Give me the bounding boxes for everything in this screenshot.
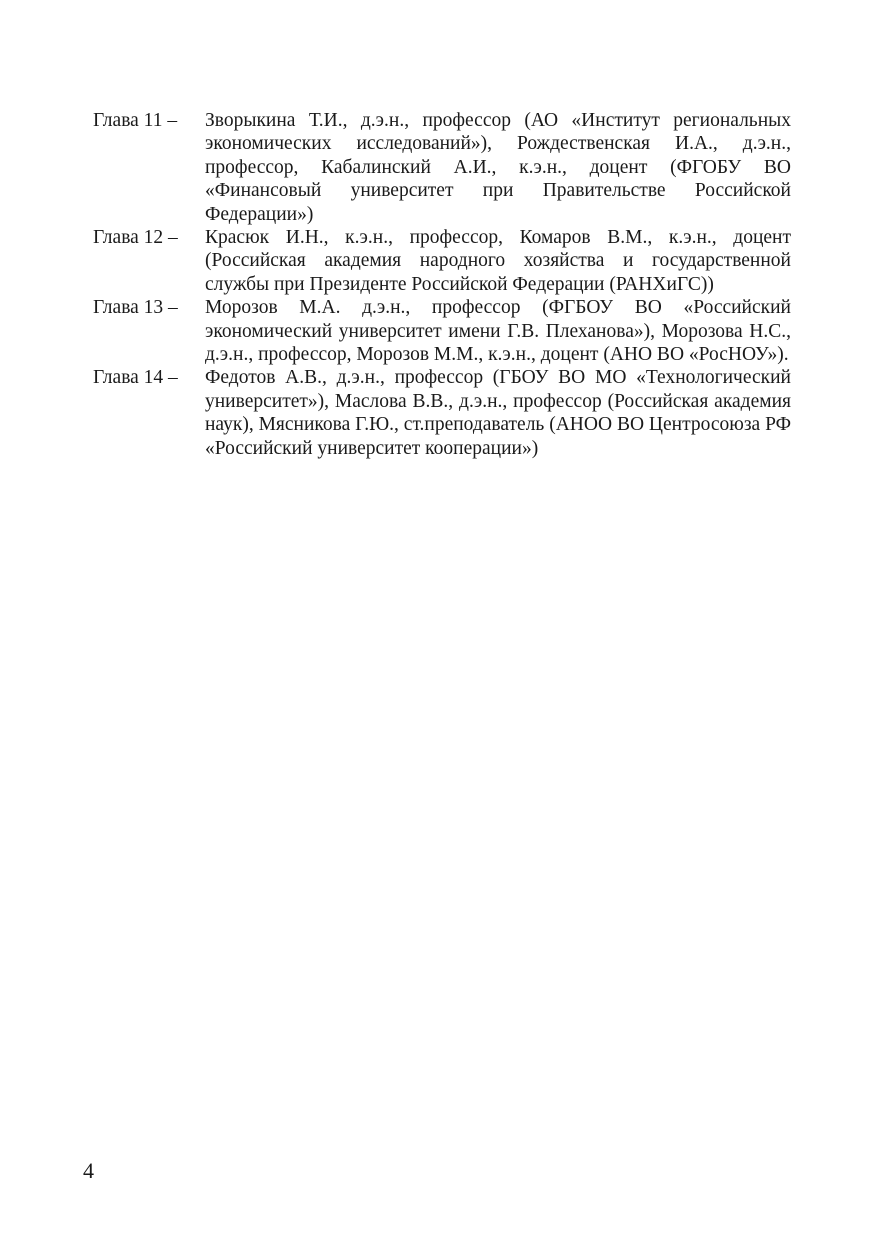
chapter-entry-12: [93, 226, 791, 296]
chapter-authors-text: Красюк И.Н., к.э.н., профессор, Комаров В.М., к.э.н., доцент (Российская академия народного хозяйства и государственной службы при Президенте Российской Федерации (РАНХиГС)): [205, 227, 791, 295]
page-number: 4: [83, 1158, 94, 1183]
chapter-label: Глава 14 –: [93, 367, 178, 389]
chapter-entry-13: [93, 296, 791, 366]
chapter-authors-text: Морозов М.А. д.э.н., профессор (ФГБОУ ВО «Российский экономический университет имени Г.В. Плеханова»), Морозова Н.С., д.э.н., профессор, Морозов М.М., к.э.н., доцент (АНО ВО «РосНОУ»).: [205, 297, 791, 366]
chapter-authors-text: Федотов А.В., д.э.н., профессор (ГБОУ ВО МО «Технологический университет»), Маслова В.В., д.э.н., профессор (Российская академия наук), Мясникова Г.Ю., ст.преподаватель (АНОО ВО Центросоюза РФ «Российский университет кооперации»): [205, 367, 791, 459]
chapter-entry-11: [93, 109, 791, 226]
chapter-label: Глава 13 –: [93, 297, 178, 319]
chapter-label: Глава 11 –: [93, 110, 178, 131]
chapter-entry-14: [93, 366, 791, 460]
chapter-authors-text: Зворыкина Т.И., д.э.н., профессор (АО «Институт региональных экономических исследований»), Рождественская И.А., д.э.н., профессор, Кабалинский А.И., к.э.н., доцент (ФГОБУ ВО «Финансовый университет при Правительстве Российской Федерации»): [205, 110, 791, 225]
chapter-label: Глава 12 –: [93, 227, 178, 249]
chapter-authors-list: [93, 109, 791, 460]
